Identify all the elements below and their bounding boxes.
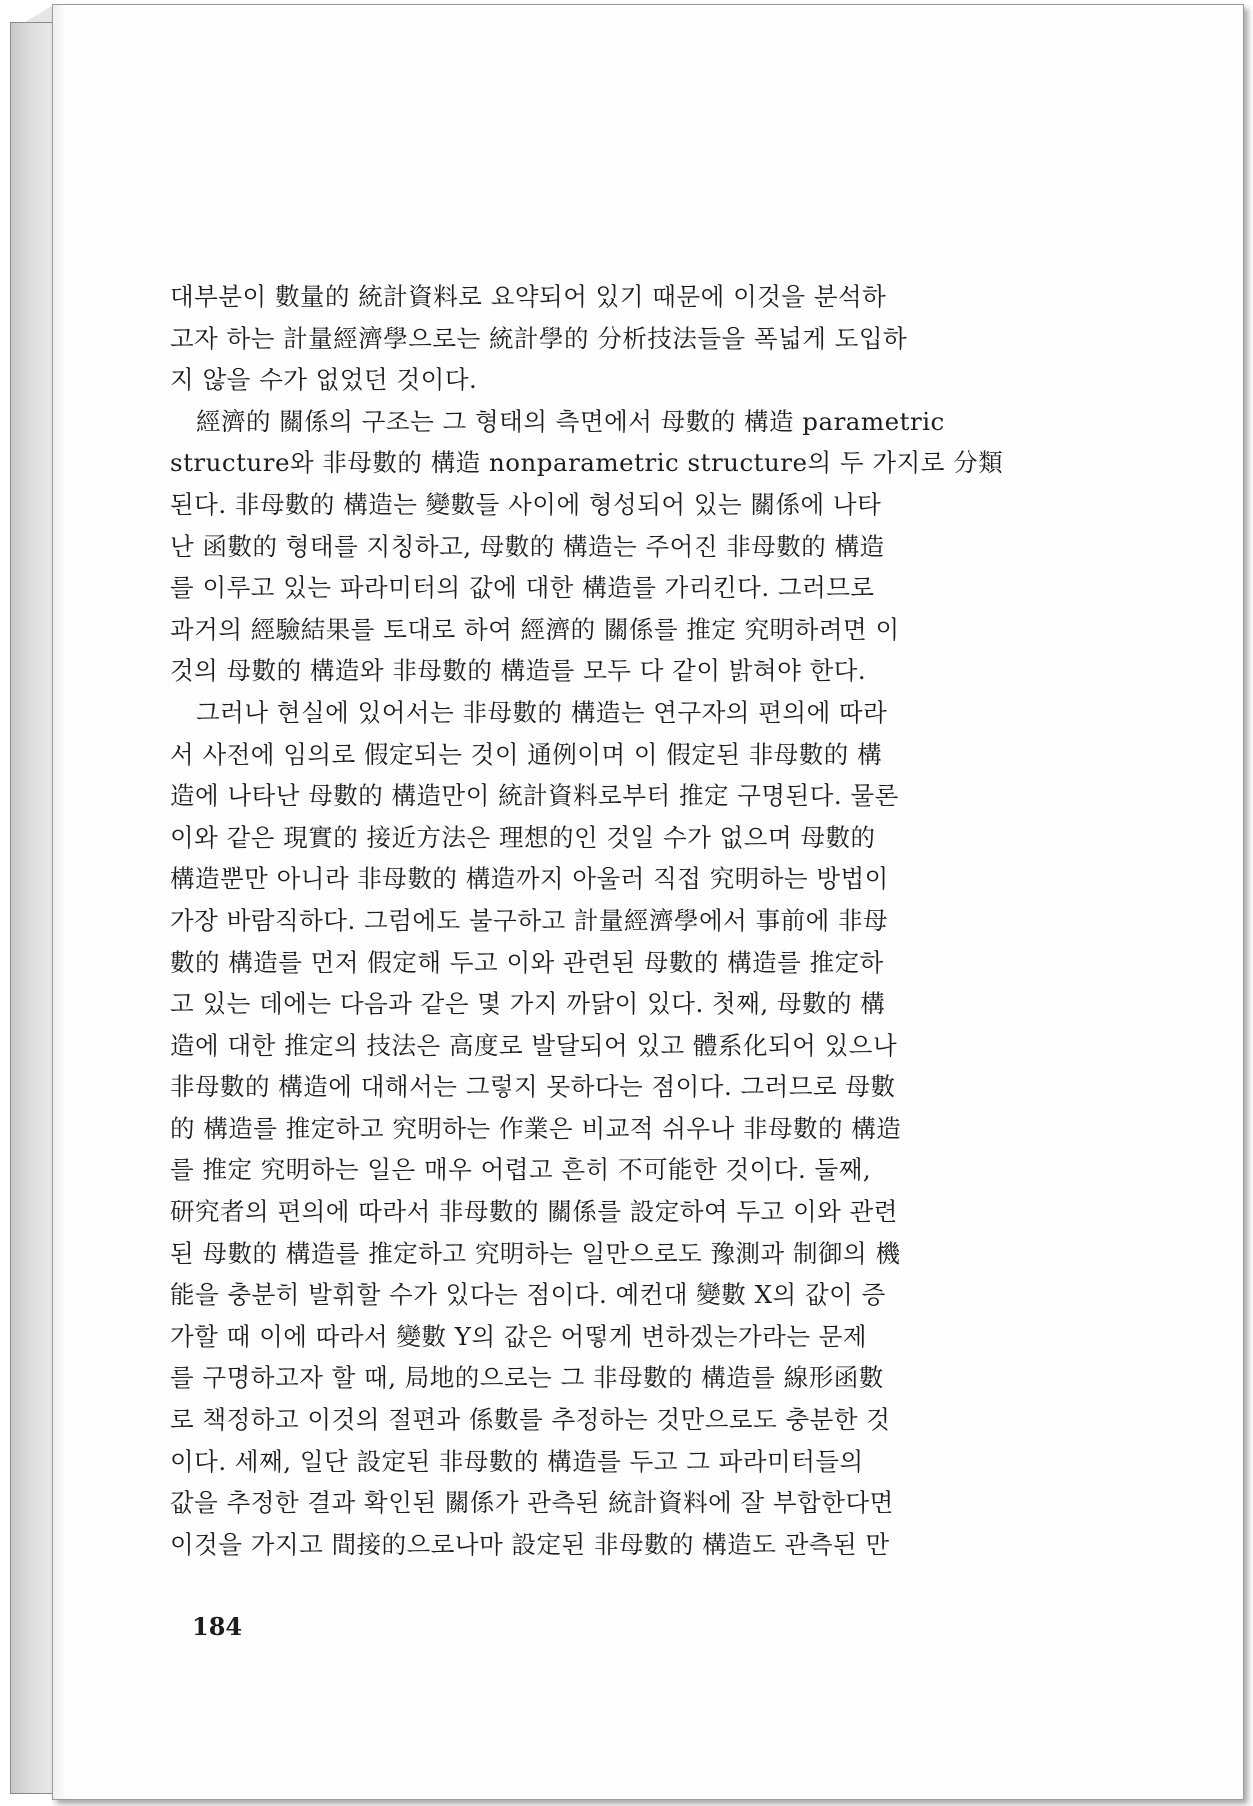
text-line: 를 이루고 있는 파라미터의 값에 대한 構造를 가리킨다. 그러므로 [170,573,875,603]
text-line: 이와 같은 現實的 接近方法은 理想的인 것일 수가 없으며 母數的 [170,822,876,852]
text-line: 고 있는 데에는 다음과 같은 몇 가지 까닭이 있다. 첫째, 母數的 構 [170,989,886,1019]
text-line: 된 母數的 構造를 推定하고 究明하는 일만으로도 豫測과 制御의 機 [170,1238,901,1268]
paragraph-start-line: 經濟的 關係의 구조는 그 형태의 측면에서 母數的 構造 parametric [196,406,945,436]
text-line: 研究者의 편의에 따라서 非母數的 關係를 設定하여 두고 이와 관련 [170,1197,898,1227]
text-line: 的 構造를 推定하고 究明하는 作業은 비교적 쉬우나 非母數的 構造 [170,1113,902,1143]
text-line: 지 않을 수가 없었던 것이다. [170,365,478,395]
page-gutter-shade [53,5,67,1799]
text-line: 造에 나타난 母數的 構造만이 統計資料로부터 推定 구명된다. 물론 [170,781,899,811]
text-line: 를 推定 究明하는 일은 매우 어렵고 흔히 不可能한 것이다. 둘째, [170,1155,872,1185]
text-line: 非母數的 構造에 대해서는 그렇지 못하다는 점이다. 그러므로 母數 [170,1072,896,1102]
text-line: 를 구명하고자 할 때, 局地的으로는 그 非母數的 構造를 線形函數 [170,1363,884,1393]
text-line: 構造뿐만 아니라 非母數的 構造까지 아울러 직접 究明하는 방법이 [170,864,889,894]
text-line: 가장 바람직하다. 그럼에도 불구하고 計量經濟學에서 事前에 非母 [170,905,889,935]
text-line: 서 사전에 임의로 假定되는 것이 通例이며 이 假定된 非母數的 構 [170,739,883,769]
text-line: 이것을 가지고 間接的으로나마 設定된 非母數的 構造도 관측된 만 [170,1529,890,1559]
text-line: 造에 대한 推定의 技法은 高度로 발달되어 있고 體系化되어 있으나 [170,1030,898,1060]
paragraph-start-line: 그러나 현실에 있어서는 非母數的 構造는 연구자의 편의에 따라 [196,697,888,727]
text-line: 과거의 經驗結果를 토대로 하여 經濟的 關係를 推定 究明하려면 이 [170,614,900,644]
text-line: 값을 추정한 결과 확인된 關係가 관측된 統計資料에 잘 부합한다면 [170,1488,894,1518]
body-text [170,276,1056,1565]
text-line: 로 책정하고 이것의 절편과 係數를 추정하는 것만으로도 충분한 것 [170,1405,891,1435]
book-spine [10,22,57,1794]
text-line: 것의 母數的 構造와 非母數的 構造를 모두 다 같이 밝혀야 한다. [170,656,867,686]
text-line: 난 函數的 형태를 지칭하고, 母數的 構造는 주어진 非母數的 構造 [170,531,885,561]
text-line: 數的 構造를 먼저 假定해 두고 이와 관련된 母數的 構造를 推定하 [170,947,884,977]
text-line: structure와 非母數的 構造 nonparametric structure의 두 가지로 分類 [170,448,1004,478]
page-number: 184 [192,1612,243,1641]
text-line: 能을 충분히 발휘할 수가 있다는 점이다. 예컨대 變數 X의 값이 증 [170,1280,886,1310]
text-line: 고자 하는 計量經濟學으로는 統計學的 分析技法들을 폭넓게 도입하 [170,323,908,353]
text-line: 가할 때 이에 따라서 變數 Y의 값은 어떻게 변하겠는가라는 문제 [170,1321,868,1351]
text-line: 된다. 非母數的 構造는 變數들 사이에 형성되어 있는 關係에 나타 [170,489,882,519]
text-line: 대부분이 數量的 統計資料로 요약되어 있기 때문에 이것을 분석하 [170,282,887,311]
text-line: 이다. 세째, 일단 設定된 非母數的 構造를 두고 그 파라미터들의 [170,1446,864,1476]
